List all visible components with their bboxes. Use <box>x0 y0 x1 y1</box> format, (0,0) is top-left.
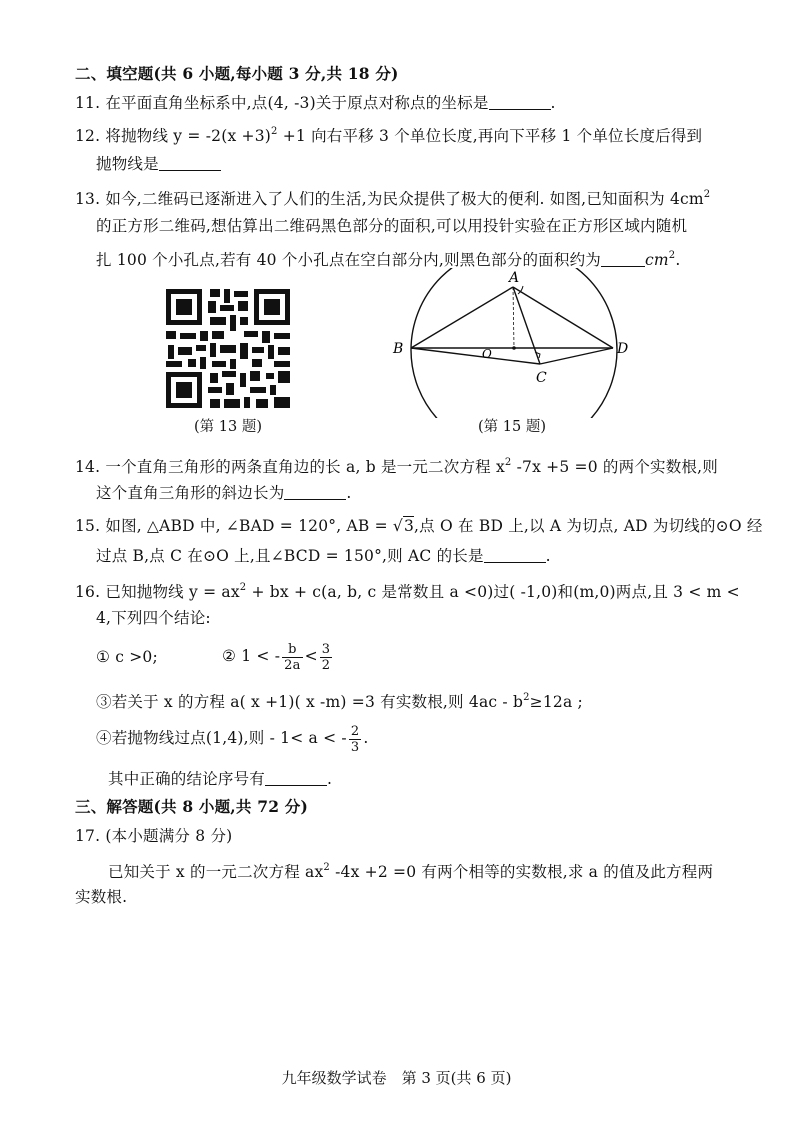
page-footer: 九年级数学试卷 第 3 页(共 6 页) <box>281 1069 512 1087</box>
q15-text-b: ,点 O 在 BD 上,以 A 为切点, AD 为切线的⊙O 经 <box>414 517 763 535</box>
q15-text-a: 15. 如图, △ABD 中, ∠BAD = 120°, AB = <box>75 517 393 535</box>
q15-line2-text: 过点 B,点 C 在⊙O 上,且∠BCD = 150°,则 AC 的长是 <box>96 547 484 565</box>
segment-ad <box>513 287 613 348</box>
q11-answer-blank[interactable] <box>489 93 551 110</box>
q14-sup: 2 <box>504 457 512 468</box>
q14-text-a: 14. 一个直角三角形的两条直角边的长 a, b 是一元二次方程 x <box>75 458 505 476</box>
question-17-line1 <box>108 857 713 883</box>
question-15-line1: 15. 如图, △ABD 中, ∠BAD = 120°, AB = √3,点 O 在 BD 上,以 A 为切点, AD 为切线的⊙O 经 <box>75 517 763 535</box>
label-b: B <box>393 341 404 357</box>
q16-opt2-lt: < <box>304 647 318 665</box>
segment-bc <box>411 348 540 364</box>
segment-cd <box>540 348 613 364</box>
question-17-header: 17. (本小题满分 8 分) <box>75 827 233 845</box>
label-c: C <box>536 370 547 386</box>
q16-opt3-text-b: ≥12a ; <box>529 693 583 711</box>
question-12-line1 <box>75 121 702 147</box>
qr-finder-top-left <box>166 289 202 325</box>
q17-text-a: 已知关于 x 的一元二次方程 ax <box>108 863 324 881</box>
question-13-line2: 的正方形二维码,想估算出二维码黑色部分的面积,可以用投针实验在正方形区域内随机 <box>96 217 688 235</box>
q13-unit-sup: 2 <box>668 250 676 261</box>
q16-opt2-num2: 3 <box>321 641 331 657</box>
q16-opt3-sup: 2 <box>523 692 530 703</box>
q14-answer-blank[interactable] <box>284 483 346 500</box>
q13-sup: 2 <box>703 189 711 200</box>
q12-text-b: +1 向右平移 3 个单位长度,再向下平移 1 个单位长度后得到 <box>277 127 703 145</box>
section-3-title: 三、解答题(共 8 小题,共 72 分) <box>75 797 309 816</box>
q13-line3-text: 扎 100 个小孔点,若有 40 个小孔点在空白部分内,则黑色部分的面积约为 <box>96 251 601 269</box>
q13-answer-blank[interactable] <box>601 250 645 267</box>
q16-opt3-text-a: ③若关于 x 的方程 a( x +1)( x -m) =3 有实数根,则 4ac - b <box>96 693 524 711</box>
q12-text-a: 12. 将抛物线 y = -2(x +3) <box>75 127 272 145</box>
section-2-title: 二、填空题(共 6 小题,每小题 3 分,共 18 分) <box>75 64 399 83</box>
q16-opt2-den1: 2a <box>284 657 301 673</box>
q11-text: 11. 在平面直角坐标系中,点(4, -3)关于原点对称点的坐标是 <box>75 94 489 112</box>
q17-text-b: -4x +2 =0 有两个相等的实数根,求 a 的值及此方程两 <box>329 863 714 881</box>
q16-conclusion <box>108 768 332 790</box>
question-17-line2: 实数根. <box>75 888 128 906</box>
q16-sup: 2 <box>239 582 247 593</box>
q16-opt4-num: 2 <box>350 723 360 739</box>
q13-text-a: 13. 如今,二维码已逐渐进入了人们的生活,为民众提供了极大的便利. 如图,已知面积为 4cm <box>75 190 704 208</box>
q12-sup: 2 <box>271 126 278 137</box>
circle-geometry-figure <box>385 268 640 418</box>
question-14-line2 <box>96 482 352 504</box>
q15-end: . <box>545 547 551 565</box>
label-a: A <box>509 270 520 286</box>
q16-option-1: ① c >0; <box>96 648 158 666</box>
segment-ao <box>513 287 514 348</box>
q16-opt2-num1: b <box>282 642 302 658</box>
q14-text-b: -7x +5 =0 的两个实数根,则 <box>511 458 718 476</box>
q16-opt2-frac2 <box>320 642 332 673</box>
q13-end: . <box>675 251 681 269</box>
q16-opt4-text: ④若抛物线过点(1,4),则 - 1< a < - <box>96 729 347 747</box>
q16-text-b: + bx + c(a, b, c 是常数且 a <0)过( -1,0)和(m,0)两点,且 3 < m < <box>246 583 740 601</box>
q16-option-4 <box>96 716 368 760</box>
q13-unit: cm <box>644 251 669 269</box>
q16-opt4-end: . <box>363 729 369 747</box>
q16-opt2-den2: 2 <box>321 657 331 673</box>
q16-text-a: 16. 已知抛物线 y = ax <box>75 583 240 601</box>
q12-line2-text: 抛物线是 <box>96 155 159 173</box>
question-16-line1 <box>75 577 740 603</box>
q14-end: . <box>346 484 352 502</box>
qr-finder-top-right <box>254 289 290 325</box>
q16-opt4-den: 3 <box>350 739 360 755</box>
question-11 <box>75 92 556 114</box>
q16-opt4-frac <box>349 724 361 755</box>
question-15-line2 <box>96 545 551 567</box>
q15-sqrt-value: 3 <box>403 517 415 535</box>
label-d: D <box>617 341 629 357</box>
qr-finder-bottom-left <box>166 372 202 408</box>
q15-answer-blank[interactable] <box>484 546 546 563</box>
q16-opt2-text: ② 1 < - <box>222 647 281 665</box>
center-point-o <box>512 346 516 350</box>
q16-conclusion-text: 其中正确的结论序号有 <box>108 770 266 788</box>
question-16-line2: 4,下列四个结论: <box>96 609 211 627</box>
q17-sup: 2 <box>323 862 330 873</box>
qr-code-figure <box>162 285 294 412</box>
q16-option-3 <box>96 687 583 713</box>
q16-answer-blank[interactable] <box>265 769 327 786</box>
q16-option-2 <box>222 634 334 678</box>
figure-15-caption: (第 15 题) <box>478 419 546 435</box>
question-12-line2 <box>96 153 221 175</box>
q12-answer-blank[interactable] <box>159 154 221 171</box>
q14-line2-text: 这个直角三角形的斜边长为 <box>96 484 285 502</box>
figure-13-caption: (第 13 题) <box>194 419 262 435</box>
label-o: O <box>482 347 492 361</box>
question-13-line1 <box>75 184 710 210</box>
question-14-line1 <box>75 452 718 478</box>
q16-opt2-frac1 <box>282 642 302 673</box>
q11-end: . <box>550 94 556 112</box>
q16-conclusion-end: . <box>327 770 333 788</box>
